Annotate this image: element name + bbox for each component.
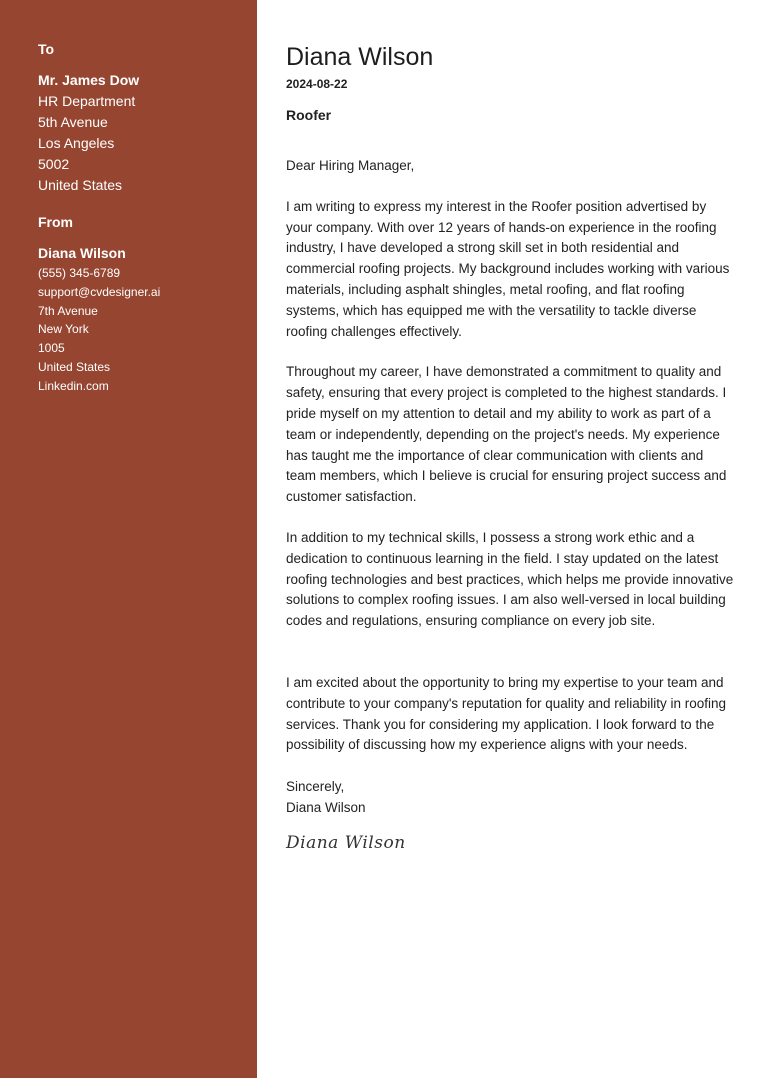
sidebar <box>0 0 257 1078</box>
sender-street: 7th Avenue <box>38 303 98 318</box>
sender-postal-code: 1005 <box>38 341 65 356</box>
closing-name: Diana Wilson <box>286 799 366 815</box>
closing: Sincerely, <box>286 779 345 795</box>
sender-phone: (555) 345-6789 <box>38 266 121 280</box>
page-title: Diana Wilson <box>286 43 434 71</box>
recipient-name: Mr. James Dow <box>38 72 140 88</box>
recipient-postal-code: 5002 <box>38 156 70 172</box>
sender-city: New York <box>38 322 89 337</box>
recipient-department: HR Department <box>38 93 136 109</box>
sender-country: United States <box>38 359 111 374</box>
to-heading: To <box>38 41 55 57</box>
signature: Diana Wilson <box>286 832 406 853</box>
paragraph-1: I am writing to express my interest in the Roofer position advertised by your company. With over 12 years of hands-on experience in the roofing industry, I have developed a strong skill set in both residential and commercial roofing projects. My background includes working with various materials, including asphalt shingles, metal roofing, and flat roofing systems, which has equipped me with the versatility to tackle diverse roofing challenges effectively. <box>286 198 730 339</box>
job-role: Roofer <box>286 107 332 123</box>
paragraph-3: In addition to my technical skills, I possess a strong work ethic and a dedication to continuous learning in the field. I stay updated on the latest roofing technologies and best practices, which helps me provide innovative solutions to complex roofing issues. I am also well-versed in local building codes and regulations, ensuring compliance on every job site. <box>286 529 734 629</box>
letter-body <box>286 42 736 853</box>
sender-linkedin: Linkedin.com <box>38 378 109 393</box>
paragraph-2: Throughout my career, I have demonstrated a commitment to quality and safety, ensuring that every project is completed to the highest standards. I pride myself on my attention to detail and my ability to work as part of a team or independently, depending on the project's needs. My experience has taught me the importance of clear communication with clients and team members, which I believe is crucial for ensuring project success and customer satisfaction. <box>286 364 727 505</box>
recipient-city: Los Angeles <box>38 135 115 151</box>
greeting: Dear Hiring Manager, <box>286 158 415 173</box>
recipient-block <box>38 40 250 196</box>
recipient-country: United States <box>38 177 123 193</box>
sender-email: support@cvdesigner.ai <box>38 284 161 299</box>
paragraph-4: I am excited about the opportunity to bring my expertise to your team and contribute to your company's reputation for quality and reliability in roofing services. Thank you for considering my application. I look forward to the possibility of discussing how my experience aligns with your needs. <box>286 674 727 753</box>
sender-name: Diana Wilson <box>38 245 126 261</box>
sender-block <box>38 213 250 396</box>
from-heading: From <box>38 214 73 230</box>
letter-date: 2024-08-22 <box>286 77 348 91</box>
recipient-street: 5th Avenue <box>38 114 108 130</box>
